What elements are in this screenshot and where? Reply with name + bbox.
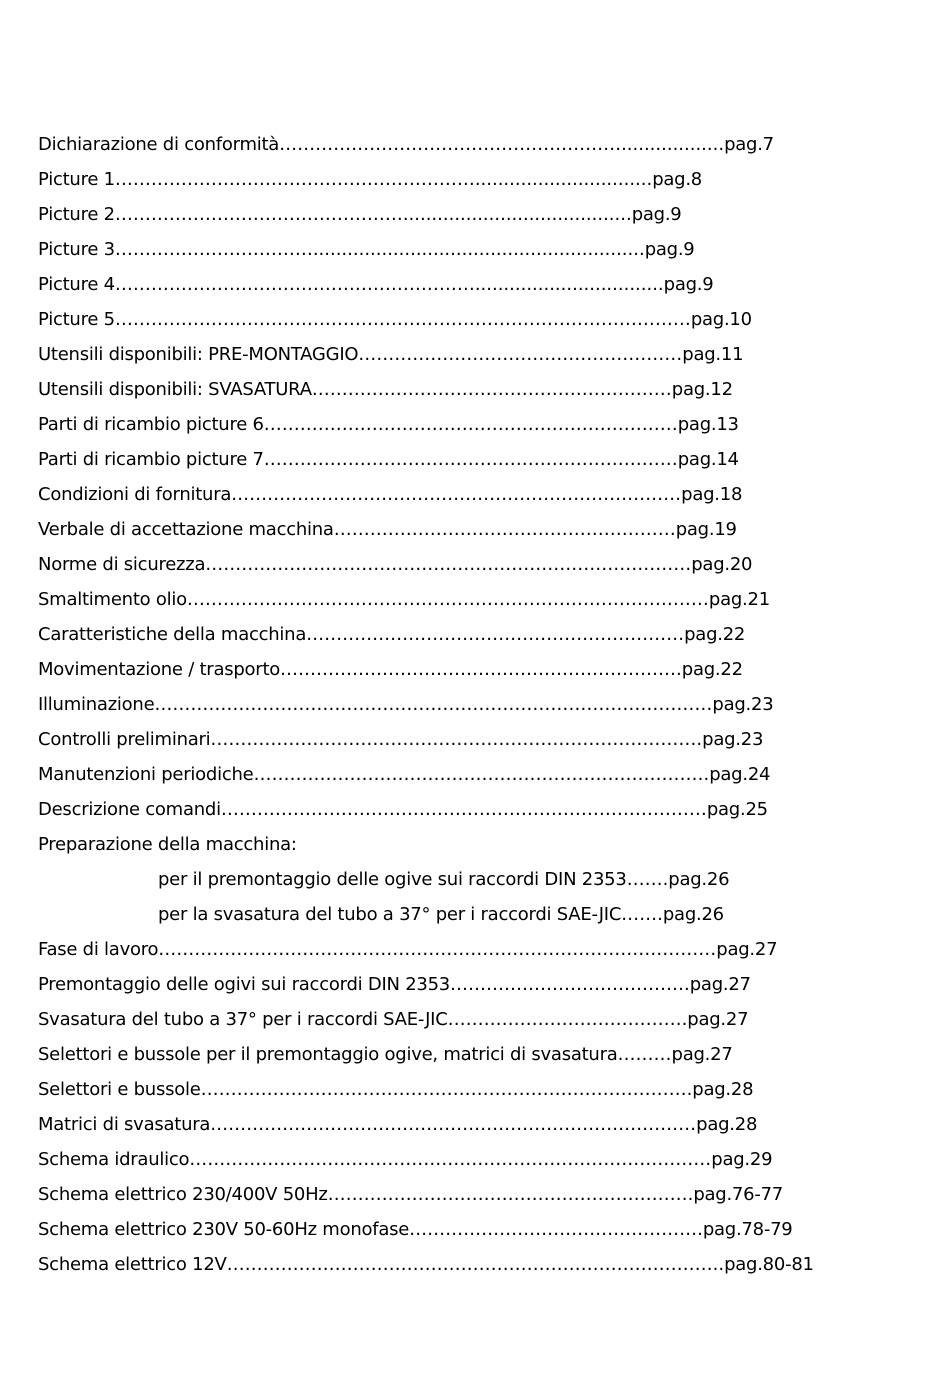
toc-entry-leader-dots: ………………………………………………………………………. [210, 729, 703, 750]
toc-entry [38, 967, 814, 1002]
toc-entry-title: Picture 4 [38, 274, 115, 295]
toc-entry [38, 1142, 814, 1177]
toc-entry-title: Norme di sicurezza [38, 554, 206, 575]
toc-entry-leader-dots: ……… [617, 1044, 672, 1065]
toc-entry-title: Smaltimento olio [38, 589, 187, 610]
toc-entry-title: Condizioni di fornitura [38, 484, 232, 505]
toc-entry-title: Schema elettrico 12V [38, 1254, 227, 1275]
toc-entry-title: Utensili disponibili: PRE-MONTAGGIO [38, 344, 359, 365]
toc-entry [38, 547, 814, 582]
toc-entry-title: Picture 1 [38, 169, 115, 190]
toc-entry-leader-dots: ……………………………………………………................................. [114, 274, 664, 295]
toc-entry [38, 652, 814, 687]
toc-entry [38, 512, 814, 547]
toc-entry [38, 757, 814, 792]
toc-entry [38, 267, 814, 302]
toc-entry-page-number: pag.26 [662, 904, 724, 925]
toc-entry-title: Schema elettrico 230/400V 50Hz [38, 1184, 328, 1205]
toc-entry-page-number: pag.9 [663, 274, 714, 295]
toc-entry [38, 1107, 814, 1142]
toc-entry-page-number: pag.23 [712, 694, 774, 715]
toc-entry-page-number: pag.29 [711, 1149, 773, 1170]
toc-entry [38, 372, 814, 407]
toc-entry-leader-dots: …………………………….......................................................... [114, 239, 645, 260]
toc-entry-page-number: pag.7 [724, 134, 774, 155]
toc-entry-page-number: pag.28 [692, 1079, 754, 1100]
toc-entry-page-number: pag.26 [668, 869, 730, 890]
toc-entry-page-number: pag.24 [709, 764, 771, 785]
toc-entry-leader-dots: ……………………………………………… [358, 344, 683, 365]
toc-entry-page-number: pag.23 [702, 729, 764, 750]
toc-entry [38, 827, 814, 862]
toc-entry-title: Picture 5 [38, 309, 115, 330]
toc-entry-leader-dots: …………………………………. [450, 974, 690, 995]
toc-entry-page-number: pag.10 [690, 309, 752, 330]
toc-entry-page-number: pag.78-79 [702, 1219, 793, 1240]
toc-entry-leader-dots: ……………………………………………………. [327, 1184, 694, 1205]
toc-entry-leader-dots: ………………………………………………………………… [231, 484, 682, 505]
toc-entry-page-number: pag.14 [677, 449, 739, 470]
toc-entry [38, 232, 814, 267]
toc-entry-page-number: pag.11 [682, 344, 744, 365]
toc-entry-page-number: pag.27 [687, 1009, 749, 1030]
toc-entry [38, 1002, 814, 1037]
toc-entry-leader-dots: ……………………………………………………………………… [210, 1114, 697, 1135]
toc-entry [38, 1177, 814, 1212]
toc-entry-leader-dots: …………………………………………………… [311, 379, 672, 400]
toc-entry-page-number: pag.80-81 [724, 1254, 814, 1275]
toc-entry-title: Fase di lavoro [38, 939, 159, 960]
toc-entry-leader-dots: ………………………………………………………………………………… [158, 939, 717, 960]
toc-entry-leader-dots: ……………………………………………………............................... [114, 169, 653, 190]
toc-entry [38, 302, 814, 337]
toc-entry-leader-dots: …………………………………………. [409, 1219, 703, 1240]
toc-entry [38, 477, 814, 512]
toc-entry-title: Matrici di svasatura [38, 1114, 211, 1135]
toc-entry [38, 722, 814, 757]
toc-entry-title: per il premontaggio delle ogive sui raccordi DIN 2353 [158, 869, 627, 890]
toc-entry [38, 792, 814, 827]
toc-entry-leader-dots: ……………………………………………………… [306, 624, 685, 645]
toc-entry-title: Premontaggio delle ogivi sui raccordi DIN 2353 [38, 974, 451, 995]
toc-entry-leader-dots: ………………………………………………… [333, 519, 676, 540]
toc-entry-leader-dots: …………………………………………………………………………… [189, 1149, 712, 1170]
toc-entry-page-number: pag.25 [706, 799, 768, 820]
toc-entry-leader-dots: ………………………………………………………………………. [200, 1079, 693, 1100]
toc-entry-page-number: pag.8 [652, 169, 703, 190]
toc-entry-leader-dots: ………………………………………………….................. [279, 134, 725, 155]
toc-entry-title: Selettori e bussole [38, 1079, 201, 1100]
toc-entry [38, 617, 814, 652]
toc-entry [38, 197, 814, 232]
toc-entry-leader-dots: ……………………………………………………………………… [205, 554, 692, 575]
toc-entry-page-number: pag.13 [677, 414, 739, 435]
toc-entry-leader-dots: …………………………………………………………… [263, 449, 678, 470]
toc-entry-title: per la svasatura del tubo a 37° per i raccordi SAE-JIC [158, 904, 622, 925]
toc-entry-leader-dots: ……………………………………………………………………… [220, 799, 707, 820]
toc-entry-title: Movimentazione / trasporto [38, 659, 281, 680]
toc-entry [38, 862, 814, 897]
toc-entry [38, 1072, 814, 1107]
toc-entry-title: Parti di ricambio picture 6 [38, 414, 264, 435]
toc-entry [38, 1037, 814, 1072]
toc-entry-leader-dots: …………………………………. [447, 1009, 688, 1030]
toc-entry [38, 1212, 814, 1247]
toc-entry-title: Controlli preliminari [38, 729, 211, 750]
toc-entry-page-number: pag.21 [708, 589, 770, 610]
toc-entry-page-number: pag.27 [671, 1044, 733, 1065]
toc-entry-title: Illuminazione [38, 694, 155, 715]
toc-entry-page-number: pag.9 [644, 239, 695, 260]
toc-entry [38, 337, 814, 372]
toc-entry [38, 582, 814, 617]
toc-entry-leader-dots: ……. [621, 904, 663, 925]
toc-entry-title: Picture 2 [38, 204, 115, 225]
toc-entry-leader-dots: ………………………………………………………………………………… [154, 694, 713, 715]
toc-entry-title: Picture 3 [38, 239, 115, 260]
toc-entry [38, 162, 814, 197]
toc-entry-page-number: pag.18 [681, 484, 743, 505]
toc-entry-title: Preparazione della macchina: [38, 834, 297, 855]
toc-entry [38, 127, 814, 162]
toc-entry [38, 687, 814, 722]
toc-entry-title: Descrizione comandi [38, 799, 221, 820]
toc-entry-title: Utensili disponibili: SVASATURA [38, 379, 312, 400]
toc-entry [38, 442, 814, 477]
toc-entry [38, 932, 814, 967]
toc-entry-title: Schema idraulico [38, 1149, 190, 1170]
toc-entry-leader-dots: …………………………………………………………………. [253, 764, 710, 785]
toc-entry-leader-dots: …………………………………………………………………………………… [114, 309, 691, 330]
toc-entry-page-number: pag.12 [671, 379, 733, 400]
toc-entry-title: Svasatura del tubo a 37° per i raccordi SAE-JIC [38, 1009, 448, 1030]
toc-entry [38, 1247, 814, 1282]
toc-entry [38, 407, 814, 442]
toc-entry-page-number: pag.22 [681, 659, 743, 680]
table-of-contents [38, 127, 814, 1282]
toc-entry-title: Selettori e bussole per il premontaggio ogive, matrici di svasatura [38, 1044, 618, 1065]
toc-entry-page-number: pag.20 [691, 554, 753, 575]
toc-entry-page-number: pag.27 [716, 939, 778, 960]
toc-entry-leader-dots: …………………………………………........................................ [114, 204, 632, 225]
toc-entry-page-number: pag.28 [696, 1114, 758, 1135]
toc-entry-leader-dots: ……………………………………………………………………….. [226, 1254, 725, 1275]
toc-entry-page-number: pag.27 [689, 974, 751, 995]
toc-entry-title: Schema elettrico 230V 50-60Hz monofase [38, 1219, 410, 1240]
toc-entry-page-number: pag.19 [675, 519, 737, 540]
toc-entry-page-number: pag.22 [684, 624, 746, 645]
toc-entry-title: Manutenzioni periodiche [38, 764, 254, 785]
toc-entry-title: Verbale di accettazione macchina [38, 519, 334, 540]
toc-entry-title: Dichiarazione di conformità [38, 134, 280, 155]
toc-entry-leader-dots: …………………………………………………………………………… [186, 589, 709, 610]
toc-entry-leader-dots: …………………………………………………………. [280, 659, 682, 680]
toc-entry-leader-dots: …………………………………………………………… [263, 414, 678, 435]
toc-entry [38, 897, 814, 932]
toc-entry-title: Parti di ricambio picture 7 [38, 449, 264, 470]
toc-entry-leader-dots: ……. [626, 869, 669, 890]
toc-entry-page-number: pag.76-77 [693, 1184, 783, 1205]
toc-entry-page-number: pag.9 [631, 204, 682, 225]
toc-entry-title: Caratteristiche della macchina [38, 624, 307, 645]
